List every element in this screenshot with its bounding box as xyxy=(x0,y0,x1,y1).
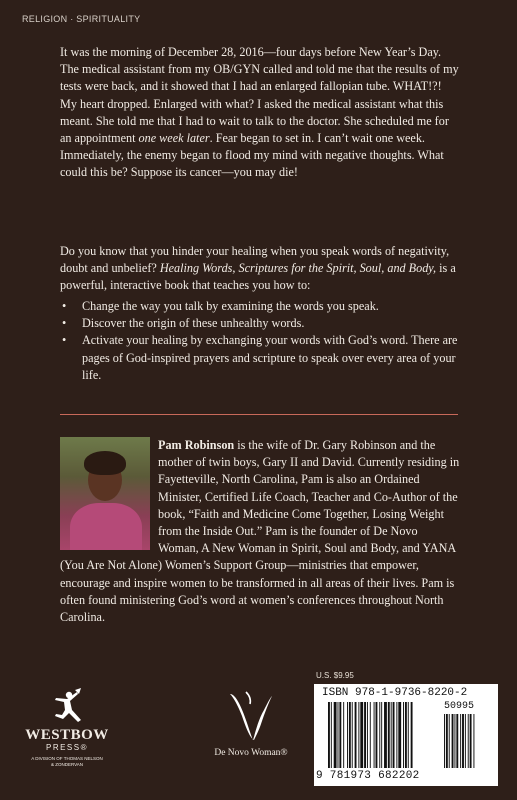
author-name: Pam Robinson xyxy=(158,438,235,452)
author-bio-text: is the wife of Dr. Gary Robinson and the mother of twin boys, Gary II and David. Currently residing in Fayetteville, North Carolina, Pam is also an Ordained Minister, Certified Life Coach, Teacher and Co-Author of the book, “Faith and Medicine Come Together, Losing Weight from the Inside Out.” Pam is the founder of De Novo Woman, A New Woman in Spirit, Soul and Body, and YANA (You Are Not Alone) Women’s Support Group—ministries that empower, encourage and inspire women to be transformed in all areas of their lives. Pam is often found ministering God’s word at women’s conferences throughout North Carolina. xyxy=(60,438,460,625)
pitch-text-2: is a powerful, interactive book that teaches you how to: xyxy=(60,261,456,293)
category-label: RELIGION · SPIRITUALITY xyxy=(22,14,141,24)
publisher-division-line1: A DIVISION OF THOMAS NELSON xyxy=(31,756,103,761)
publisher-division xyxy=(22,756,112,767)
intro-text-1: It was the morning of December 28, 2016—four days before New Year’s Day. The medical assistant from my OB/GYN called and told me that the results of my tests were back, and it showed that I had an enlarged fallopian tube. WHAT!?! My heart dropped. Enlarged with what? I asked the medical assistant what this meant. She told me that I had to wait to talk to the doctor. She scheduled me for an appointment xyxy=(60,45,459,146)
publisher-name: WESTBOW xyxy=(25,727,109,743)
pitch-text-1: Do you know that you hinder your healing when you speak words of negativity, doubt and unbelief? xyxy=(60,244,450,276)
denovo-logo xyxy=(196,690,306,758)
isbn-text: ISBN 978-1-9736-8220-2 xyxy=(322,687,468,699)
barcode xyxy=(314,684,498,786)
benefit-list xyxy=(60,298,460,384)
intro-text-2: . Fear began to set in. I can’t wait one week. Immediately, the enemy began to flood my mind with negative thoughts. What could this be? Suppose its cancer—you may die! xyxy=(60,131,444,180)
author-bio xyxy=(60,437,460,626)
section-divider xyxy=(60,414,458,415)
publisher-division-line2: & ZONDERVAN xyxy=(50,761,84,767)
denovo-name: De Novo Woman® xyxy=(214,748,288,758)
list-item: • Activate your healing by exchanging your words with God’s word. There are pages of God-inspired prayers and scripture to speak over every area of your life. xyxy=(60,332,460,384)
intro-emphasis: one week later xyxy=(138,131,210,146)
publisher-press: PRESS® xyxy=(45,743,88,752)
pitch-paragraph xyxy=(60,243,460,295)
barcode-addon-number: 50995 xyxy=(444,701,475,712)
intro-paragraph xyxy=(60,44,460,182)
price-label: U.S. $9.95 xyxy=(316,671,354,680)
publisher-logo xyxy=(22,686,112,767)
barcode-digits: 9 781973 682202 xyxy=(316,770,420,782)
list-item: • Discover the origin of these unhealthy words. xyxy=(60,315,460,332)
book-title: Healing Words, Scriptures for the Spirit, Soul, and Body, xyxy=(159,261,437,276)
publisher-figure-icon xyxy=(45,686,89,726)
list-item: • Change the way you talk by examining the words you speak. xyxy=(60,298,460,315)
denovo-figure-icon xyxy=(226,690,276,742)
